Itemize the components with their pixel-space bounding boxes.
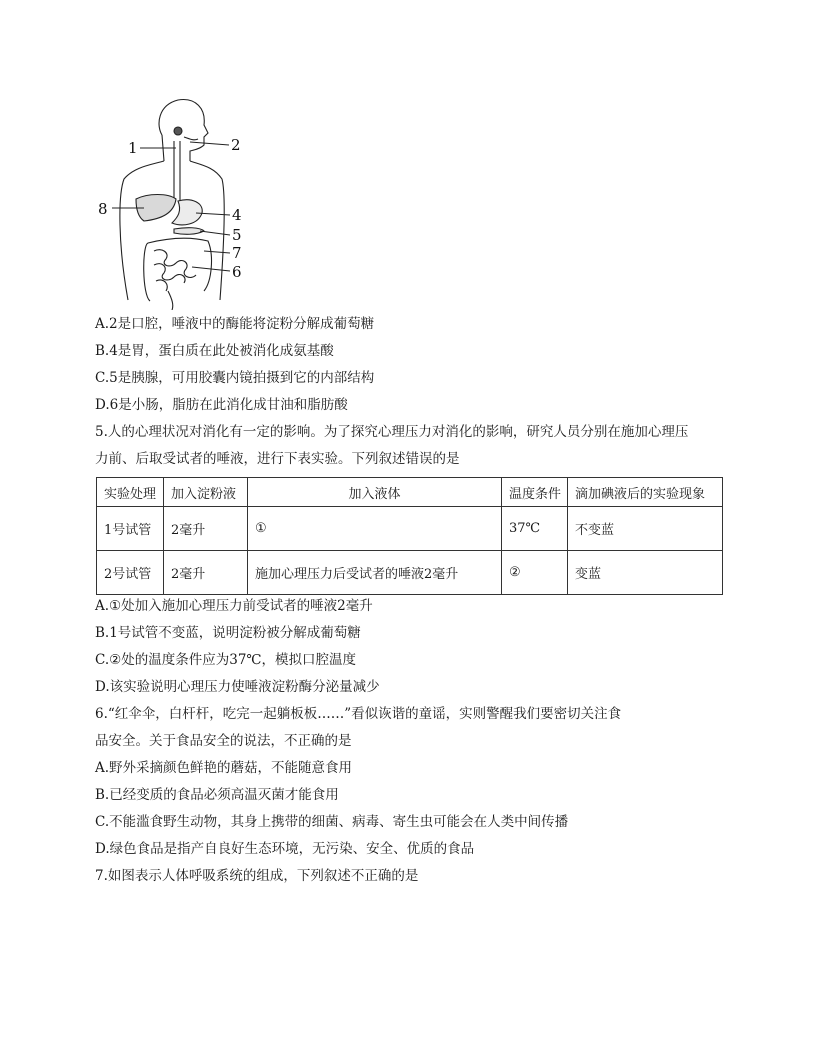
digestive-system-diagram (92, 95, 262, 310)
table-cell: 2号试管 (97, 551, 164, 595)
table-cell: 不变蓝 (568, 507, 723, 551)
q6-option-d: D.绿色食品是指产自良好生态环境，无污染、安全、优质的食品 (95, 841, 475, 857)
q4-option-d: D.6是小肠，脂肪在此消化成甘油和脂肪酸 (95, 397, 348, 413)
table-header-cell: 加入淀粉液 (164, 478, 248, 507)
figure-label-1: 1 (128, 139, 138, 157)
figure-label-8: 8 (98, 200, 108, 218)
q6-option-a: A.野外采摘颜色鲜艳的蘑菇，不能随意食用 (95, 760, 353, 776)
figure-label-6: 6 (232, 263, 242, 281)
table-cell: ① (248, 507, 502, 551)
q4-option-c: C.5是胰腺，可用胶囊内镜拍摄到它的内部结构 (95, 370, 375, 386)
q4-option-a: A.2是口腔，唾液中的酶能将淀粉分解成葡萄糖 (95, 316, 375, 332)
experiment-table (96, 477, 723, 595)
q5-stem-line2: 力前、后取受试者的唾液，进行下表实验。下列叙述错误的是 (95, 451, 460, 467)
figure-label-7: 7 (232, 244, 242, 262)
q6-option-c: C.不能滥食野生动物，其身上携带的细菌、病毒、寄生虫可能会在人类中间传播 (95, 814, 569, 830)
table-header-cell: 实验处理 (97, 478, 164, 507)
q6-option-b: B.已经变质的食品必须高温灭菌才能食用 (95, 787, 339, 803)
table-cell: 变蓝 (568, 551, 723, 595)
table-row (97, 507, 723, 551)
q7-stem: 7.如图表示人体呼吸系统的组成，下列叙述不正确的是 (95, 868, 419, 884)
table-cell: 2毫升 (164, 551, 248, 595)
table-header-cell: 加入液体 (248, 478, 502, 507)
table-header-cell: 滴加碘液后的实验现象 (568, 478, 723, 507)
table-cell: 施加心理压力后受试者的唾液2毫升 (248, 551, 502, 595)
q6-stem-line1: 6.“红伞伞，白杆杆，吃完一起躺板板……”看似诙谐的童谣，实则警醒我们要密切关注食 (95, 706, 622, 722)
figure-label-2: 2 (231, 136, 241, 154)
table-cell: ② (502, 551, 568, 595)
q5-stem-line1: 5.人的心理状况对消化有一定的影响。为了探究心理压力对消化的影响，研究人员分别在施加心理压 (95, 424, 689, 440)
table-cell: 37℃ (502, 507, 568, 551)
q4-option-b: B.4是胃，蛋白质在此处被消化成氨基酸 (95, 343, 334, 359)
table-header-row (97, 478, 723, 507)
q5-option-d: D.该实验说明心理压力使唾液淀粉酶分泌量减少 (95, 679, 380, 695)
figure-label-4: 4 (232, 206, 242, 224)
q5-option-c: C.②处的温度条件应为37℃，模拟口腔温度 (95, 652, 357, 668)
figure-label-5: 5 (232, 226, 242, 244)
q5-option-b: B.1号试管不变蓝，说明淀粉被分解成葡萄糖 (95, 625, 361, 641)
table-cell: 2毫升 (164, 507, 248, 551)
q6-stem-line2: 品安全。关于食品安全的说法，不正确的是 (95, 733, 352, 749)
table-cell: 1号试管 (97, 507, 164, 551)
table-header-cell: 温度条件 (502, 478, 568, 507)
table-row (97, 551, 723, 595)
q5-option-a: A.①处加入施加心理压力前受试者的唾液2毫升 (95, 598, 373, 614)
